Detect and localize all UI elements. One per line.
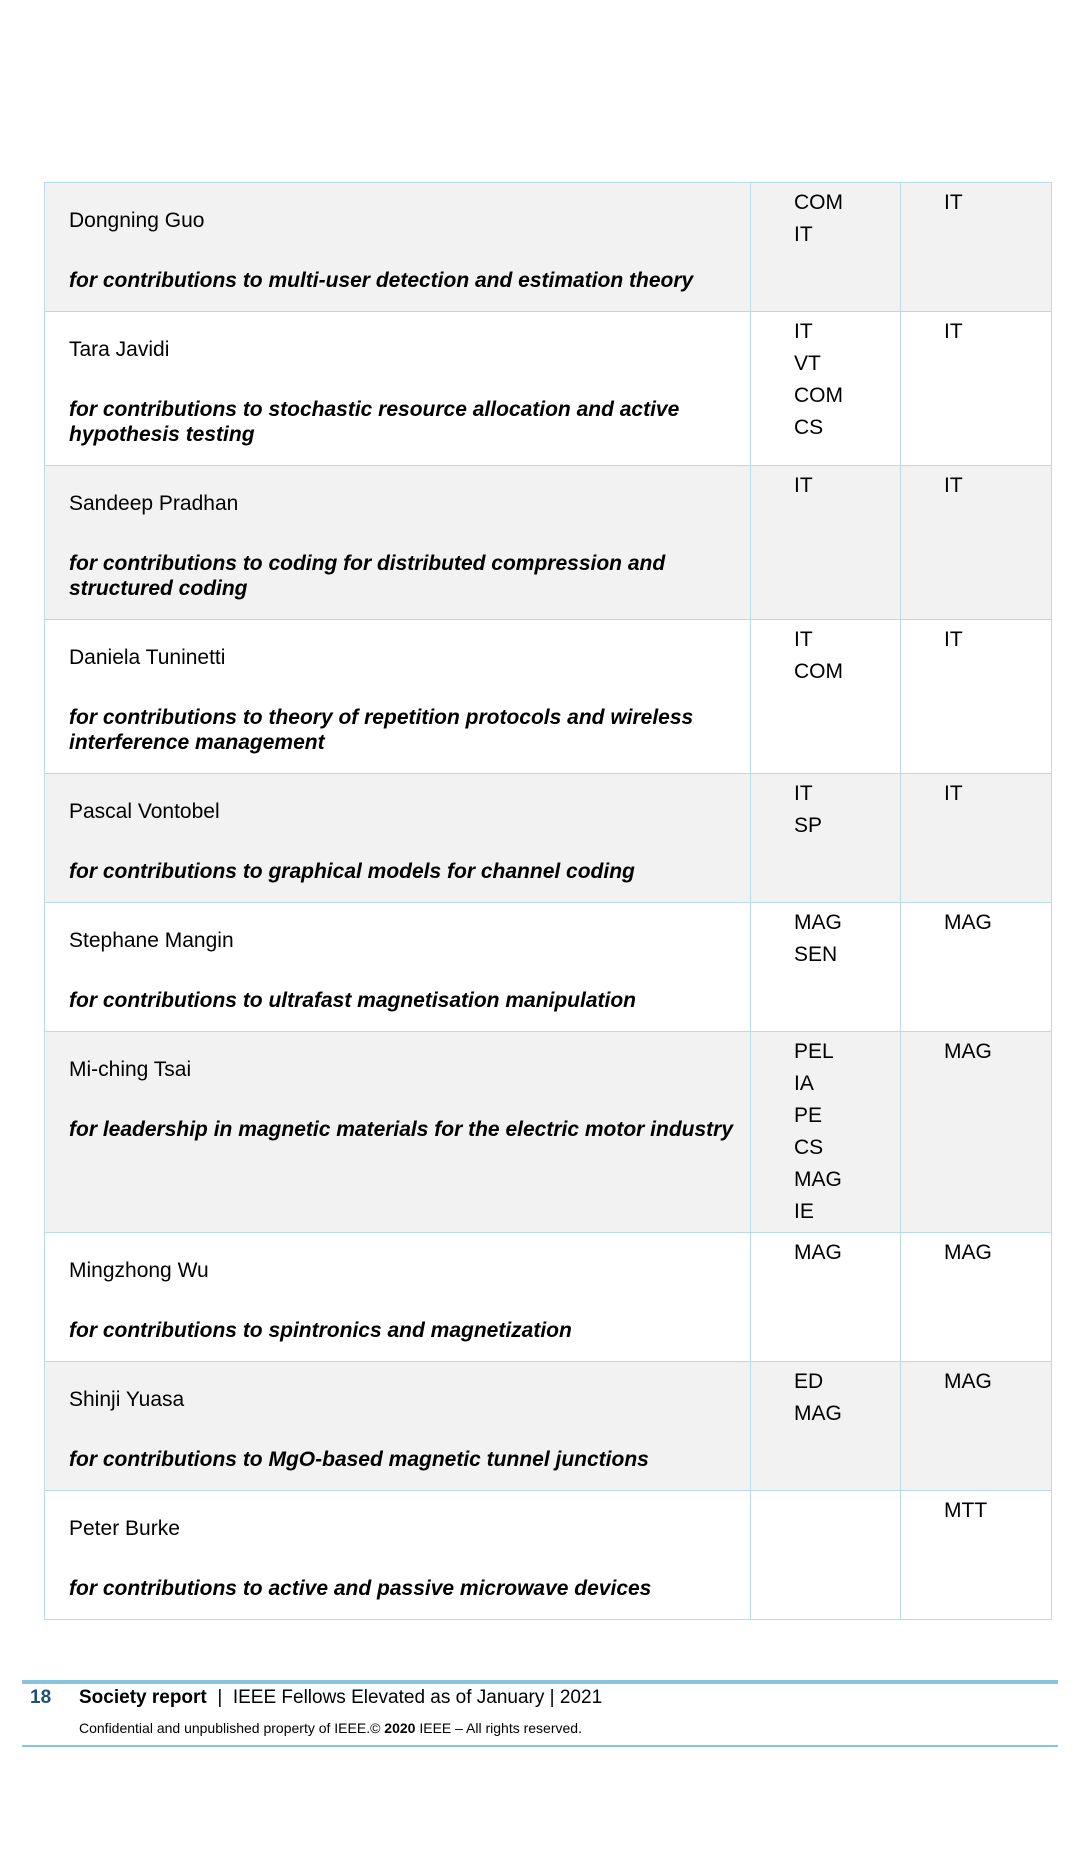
confidential-year: 2020 [384, 1720, 416, 1736]
recommending-society: MAG [901, 1362, 1052, 1491]
confidential-prefix: Confidential and unpublished property of IEEE.© [79, 1720, 385, 1736]
society-code: COM [794, 384, 843, 407]
recommending-society: MTT [901, 1491, 1052, 1620]
fellow-citation: for leadership in magnetic materials for the electric motor industry [69, 1118, 734, 1141]
society-code: IT [794, 782, 813, 805]
fellow-name: Sandeep Pradhan [69, 492, 239, 515]
fellow-name: Stephane Mangin [69, 929, 234, 952]
footer-rule-top [22, 1680, 1058, 1684]
recommending-society: IT [901, 620, 1052, 774]
fellow-citation: for contributions to coding for distributed compression and structured coding [69, 552, 666, 600]
fellow-citation: for contributions to theory of repetition protocols and wireless interference management [69, 706, 694, 754]
fellow-row [45, 903, 1052, 1032]
page-number: 18 [30, 1687, 52, 1708]
society-code: MAG [794, 1402, 842, 1425]
fellow-info-cell [45, 1032, 751, 1233]
society-code: COM [794, 191, 843, 214]
fellow-row [45, 183, 1052, 312]
footer-separator: | [217, 1687, 223, 1708]
report-label: Society report [79, 1687, 207, 1708]
fellow-name: Pascal Vontobel [69, 800, 220, 823]
fellow-citation: for contributions to stochastic resource allocation and active hypothesis testing [69, 398, 680, 446]
fellows-table-body [45, 183, 1052, 1620]
society-code: CS [794, 416, 824, 439]
fellow-row [45, 1491, 1052, 1620]
society-code: SEN [794, 943, 838, 966]
fellow-info-cell [45, 774, 751, 903]
fellow-row [45, 620, 1052, 774]
fellow-societies-cell [751, 1032, 901, 1233]
fellow-societies-cell [751, 466, 901, 620]
footer-rule-bottom [22, 1745, 1058, 1747]
society-code: IT [794, 320, 813, 343]
footer-title [79, 1687, 602, 1709]
fellow-citation: for contributions to MgO-based magnetic tunnel junctions [69, 1448, 649, 1471]
fellow-name: Peter Burke [69, 1517, 180, 1540]
society-code: IA [794, 1072, 814, 1095]
fellow-row [45, 466, 1052, 620]
fellow-societies-cell [751, 183, 901, 312]
fellow-info-cell [45, 620, 751, 774]
recommending-society: IT [901, 466, 1052, 620]
society-code: MAG [794, 1241, 842, 1264]
confidential-suffix: IEEE – All rights reserved. [415, 1720, 582, 1736]
fellow-citation: for contributions to graphical models for channel coding [69, 860, 635, 883]
society-code: COM [794, 660, 843, 683]
fellow-name: Mi-ching Tsai [69, 1058, 192, 1081]
fellow-info-cell [45, 1362, 751, 1491]
fellow-info-cell [45, 1491, 751, 1620]
recommending-society: MAG [901, 1233, 1052, 1362]
fellow-citation: for contributions to multi-user detection and estimation theory [69, 269, 694, 292]
fellow-societies-cell [751, 1233, 901, 1362]
recommending-society: MAG [901, 903, 1052, 1032]
recommending-society: IT [901, 183, 1052, 312]
fellow-societies-cell [751, 903, 901, 1032]
fellow-citation: for contributions to ultrafast magnetisation manipulation [69, 989, 637, 1012]
society-code: IT [794, 628, 813, 651]
fellow-name: Daniela Tuninetti [69, 646, 226, 669]
fellow-row [45, 1032, 1052, 1233]
fellow-info-cell [45, 1233, 751, 1362]
fellow-societies-cell [751, 1362, 901, 1491]
recommending-society: IT [901, 774, 1052, 903]
recommending-society: MAG [901, 1032, 1052, 1233]
fellow-row [45, 1362, 1052, 1491]
report-title: IEEE Fellows Elevated as of January | 2021 [232, 1687, 603, 1708]
fellow-name: Shinji Yuasa [69, 1388, 185, 1411]
society-code: IE [794, 1200, 814, 1223]
fellow-societies-cell [751, 620, 901, 774]
fellow-info-cell [45, 312, 751, 466]
fellow-row [45, 312, 1052, 466]
fellows-table [44, 182, 1052, 1620]
fellow-info-cell [45, 466, 751, 620]
fellow-name: Mingzhong Wu [69, 1259, 209, 1282]
society-code: PE [794, 1104, 823, 1127]
recommending-society: IT [901, 312, 1052, 466]
fellow-citation: for contributions to spintronics and magnetization [69, 1319, 572, 1342]
fellow-name: Tara Javidi [69, 338, 170, 361]
fellow-info-cell [45, 183, 751, 312]
fellow-societies-cell [751, 312, 901, 466]
society-code: PEL [794, 1040, 834, 1063]
society-code: SP [794, 814, 823, 837]
fellow-name: Dongning Guo [69, 209, 205, 232]
fellow-societies-cell [751, 774, 901, 903]
society-code: MAG [794, 911, 842, 934]
society-code: ED [794, 1370, 824, 1393]
society-code: IT [794, 474, 813, 497]
society-code: IT [794, 223, 813, 246]
fellow-societies-cell [751, 1491, 901, 1620]
fellow-info-cell [45, 903, 751, 1032]
society-code: VT [794, 352, 821, 375]
fellow-row [45, 1233, 1052, 1362]
fellow-row [45, 774, 1052, 903]
society-code: CS [794, 1136, 824, 1159]
fellow-citation: for contributions to active and passive microwave devices [69, 1577, 652, 1600]
society-code: MAG [794, 1168, 842, 1191]
confidential-notice [79, 1720, 582, 1736]
